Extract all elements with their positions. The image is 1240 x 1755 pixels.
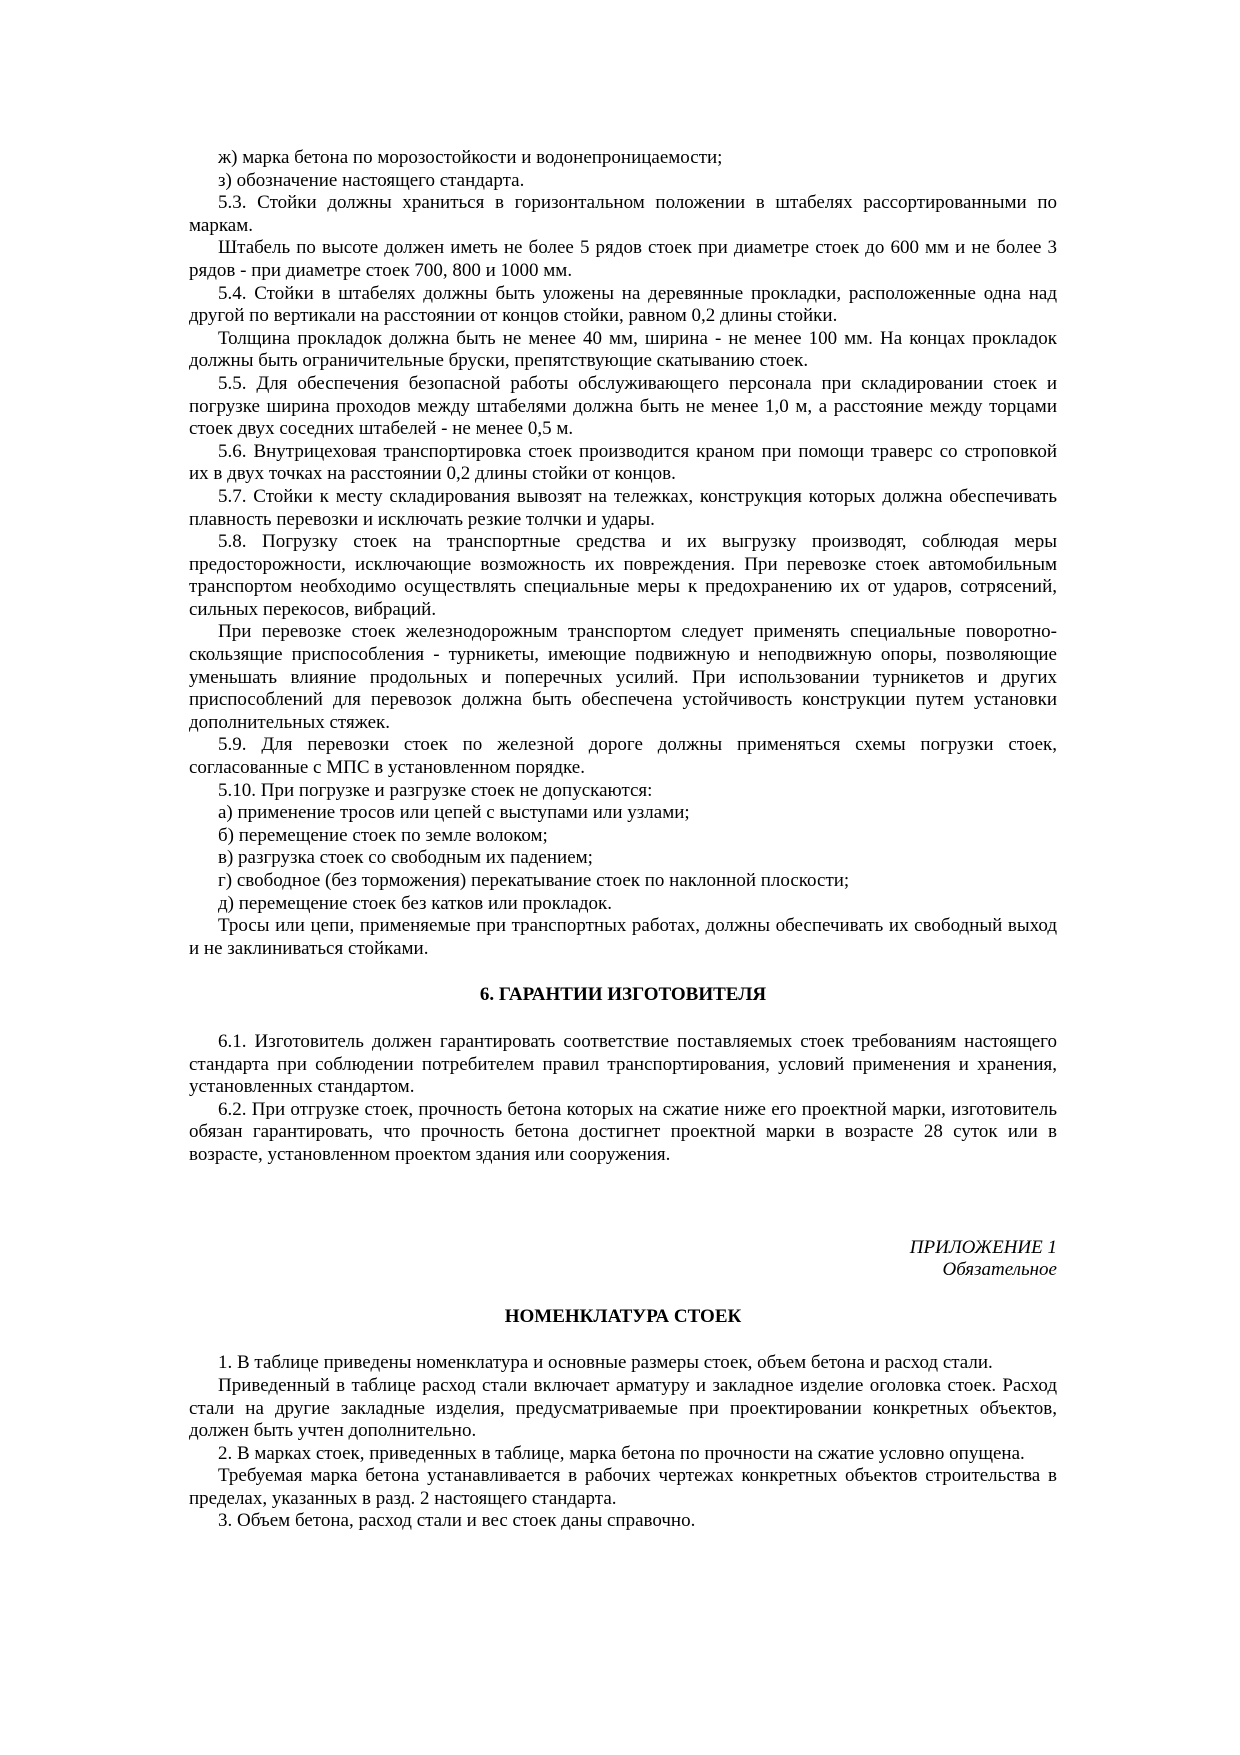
list-item-v: в) разгрузка стоек со свободным их падением; [218,847,593,869]
clause-5-5: 5.5. Для обеспечения безопасной работы обслуживающего персонала при складировании стоек и погрузке ширина проходов между штабелями должна быть не менее 1,0 м, а расстояние между торцами стоек двух соседних штабелей - не менее 0,5 м. [189,372,1057,440]
section-6 [189,1031,1057,1167]
appendix-label: ПРИЛОЖЕНИЕ 1 [909,1236,1057,1258]
clause-5-4: 5.4. Стойки в штабелях должны быть уложены на деревянные прокладки, расположенные одна над другой по вертикали на расстоянии от концов стойки, равном 0,2 длины стойки. [189,282,1057,327]
paragraph-spacer-thickness: Толщина прокладок должна быть не менее 40 мм, ширина - не менее 100 мм. На концах прокладок должны быть ограничительные бруски, препятствующие скатыванию стоек. [189,327,1057,372]
clause-5-10: 5.10. При погрузке и разгрузке стоек не допускаются: [218,779,653,801]
list-item-b: б) перемещение стоек по земле волоком; [218,824,548,846]
list-item-d: д) перемещение стоек без катков или прокладок. [218,892,612,914]
appendix-paragraph-2: 2. В марках стоек, приведенных в таблице, марка бетона по прочности на сжатие условно опущена. [218,1442,1025,1464]
section-6-title: 6. ГАРАНТИИ ИЗГОТОВИТЕЛЯ [479,984,767,1006]
paragraph-ropes: Тросы или цепи, применяемые при транспортных работах, должны обеспечивать их свободный выход и не заклиниваться стойками. [189,915,1057,959]
appendix-paragraph-1: 1. В таблице приведены номенклатура и основные размеры стоек, объем бетона и расход стали. [218,1352,993,1374]
clause-5-3: 5.3. Стойки должны храниться в горизонтальном положении в штабелях рассортированными по маркам. [189,192,1057,236]
appendix-body [189,1352,1057,1533]
list-item-g: г) свободное (без торможения) перекатывание стоек по наклонной плоскости; [218,870,850,891]
clause-5-7: 5.7. Стойки к месту складирования вывозят на тележках, конструкция которых должна обеспечивать плавность перевозки и исключать резкие толчки и удары. [189,485,1057,530]
clause-5-8: 5.8. Погрузку стоек на транспортные средства и их выгрузку производят, соблюдая меры предосторожности, исключающие возможность их повреждения. При перевозке стоек автомобильным транспортом необходимо осуществлять специальные меры к предохранению их от ударов, сотрясений, сильных перекосов, вибраций. [189,531,1057,620]
clause-5-6: 5.6. Внутрицеховая транспортировка стоек производится краном при помощи траверс со строповкой их в двух точках на расстоянии 0,2 длины стойки от концов. [189,440,1057,485]
appendix-paragraph-grade: Требуемая марка бетона устанавливается в рабочих чертежах конкретных объектов строительства в пределах, указанных в разд. 2 настоящего стандарта. [189,1465,1057,1509]
appendix-title: НОМЕНКЛАТУРА СТОЕК [504,1305,742,1327]
clause-6-1: 6.1. Изготовитель должен гарантировать соответствие поставляемых стоек требованиям настоящего стандарта при соблюдении потребителем правил транспортирования, условий применения и хранения, установленных стандартом. [189,1030,1057,1098]
appendix-paragraph-steel: Приведенный в таблице расход стали включает арматуру и закладное изделие оголовка стоек. Расход стали на другие закладные изделия, предусматриваемые при проектировании конкретных объектов, должен быть учтен дополнительно. [189,1374,1057,1442]
clause-6-2: 6.2. При отгрузке стоек, прочность бетона которых на сжатие ниже его проектной марки, изготовитель обязан гарантировать, что прочность бетона достигнет проектной марки в возрасте 28 суток или в возрасте, установленном проектом здания или сооружения. [189,1098,1057,1165]
appendix-status: Обязательное [942,1259,1057,1281]
appendix-paragraph-3: 3. Объем бетона, расход стали и вес стоек даны справочно. [218,1510,696,1532]
list-item-zh: ж) марка бетона по морозостойкости и водонепроницаемости; [218,147,723,168]
appendix-header [189,1237,1057,1282]
list-item-a: а) применение тросов или цепей с выступами или узлами; [218,802,690,824]
section-5-continued [189,147,1057,960]
list-item-z: з) обозначение настоящего стандарта. [218,169,525,191]
clause-5-9: 5.9. Для перевозки стоек по железной дороге должны применяться схемы погрузки стоек, согласованные с МПС в установленном порядке. [189,734,1057,779]
paragraph-stack-height: Штабель по высоте должен иметь не более 5 рядов стоек при диаметре стоек до 600 мм и не более 3 рядов - при диаметре стоек 700, 800 и 1000 мм. [189,237,1057,281]
paragraph-railway-transport: При перевозке стоек железнодорожным транспортом следует применять специальные поворотно-скользящие приспособления - турникеты, имеющие подвижную и неподвижную опоры, позволяющие уменьшать влияние продольных и поперечных усилий. При использовании турникетов и других приспособлений для перевозок должна быть обеспечена устойчивость конструкции путем установки дополнительных стяжек. [189,621,1057,733]
document-page [189,147,1057,1533]
